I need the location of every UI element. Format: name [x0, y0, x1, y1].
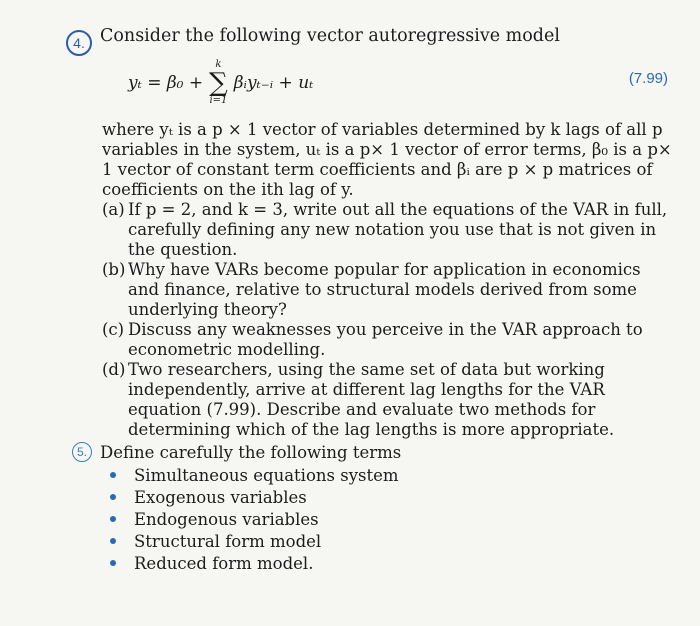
sum-lower-limit: i=1 [209, 95, 228, 106]
sum-upper-limit: k [215, 59, 222, 70]
question-5-number: 5. [72, 442, 92, 462]
equation-rhs: βᵢyₜ₋ᵢ + uₜ [233, 73, 314, 93]
part-text: Two researchers, using the same set of data but working independently, arrive at different lag lengths for the VAR equation (7.99). Describe and evaluate two methods for determining which of the lag lengths is more appropriate. [128, 360, 615, 439]
part-b [102, 260, 672, 320]
term-list [110, 464, 632, 574]
part-c [102, 320, 672, 360]
question-5-header [72, 442, 632, 462]
summation [209, 60, 228, 106]
question-5 [72, 442, 632, 574]
bullet-icon [110, 560, 116, 566]
bullet-icon [110, 516, 116, 522]
list-item: Exogenous variables [110, 486, 632, 508]
question-4-parts [102, 200, 672, 440]
bullet-icon [110, 472, 116, 478]
part-d [102, 360, 672, 440]
question-4-title: Consider the following vector autoregressive model [100, 26, 560, 46]
list-item: Structural form model [110, 530, 632, 552]
part-a [102, 200, 672, 260]
part-label: (d) [102, 360, 126, 379]
list-item: Endogenous variables [110, 508, 632, 530]
question-5-title: Define carefully the following terms [100, 442, 402, 462]
bullet-icon [110, 538, 116, 544]
part-label: (a) [102, 200, 125, 219]
sigma-symbol: ∑ [209, 68, 228, 98]
question-4-number: 4. [66, 30, 92, 56]
part-text: Discuss any weaknesses you perceive in the VAR approach to econometric modelling. [128, 320, 643, 359]
part-label: (c) [102, 320, 125, 339]
list-item: Simultaneous equations system [110, 464, 632, 486]
bullet-icon [110, 494, 116, 500]
list-item: Reduced form model. [110, 552, 632, 574]
model-description: where yₜ is a p × 1 vector of variables determined by k lags of all p variables in the system, uₜ is a p× 1 vector of error terms, β₀ is a p× 1 vector of constant term coefficients and βᵢ are p × p matrices of coefficients on the ith lag of y. [102, 120, 672, 199]
part-text: If p = 2, and k = 3, write out all the equations of the VAR in full, carefully defining any new notation you use that is not given in the question. [128, 200, 668, 259]
equation-lhs: yₜ = β₀ + [128, 73, 204, 93]
question-4-body [102, 120, 672, 440]
part-label: (b) [102, 260, 126, 279]
equation-number: (7.99) [628, 70, 668, 87]
part-text: Why have VARs become popular for application in economics and finance, relative to structural models derived from some underlying theory? [128, 260, 641, 319]
var-equation [128, 60, 313, 106]
